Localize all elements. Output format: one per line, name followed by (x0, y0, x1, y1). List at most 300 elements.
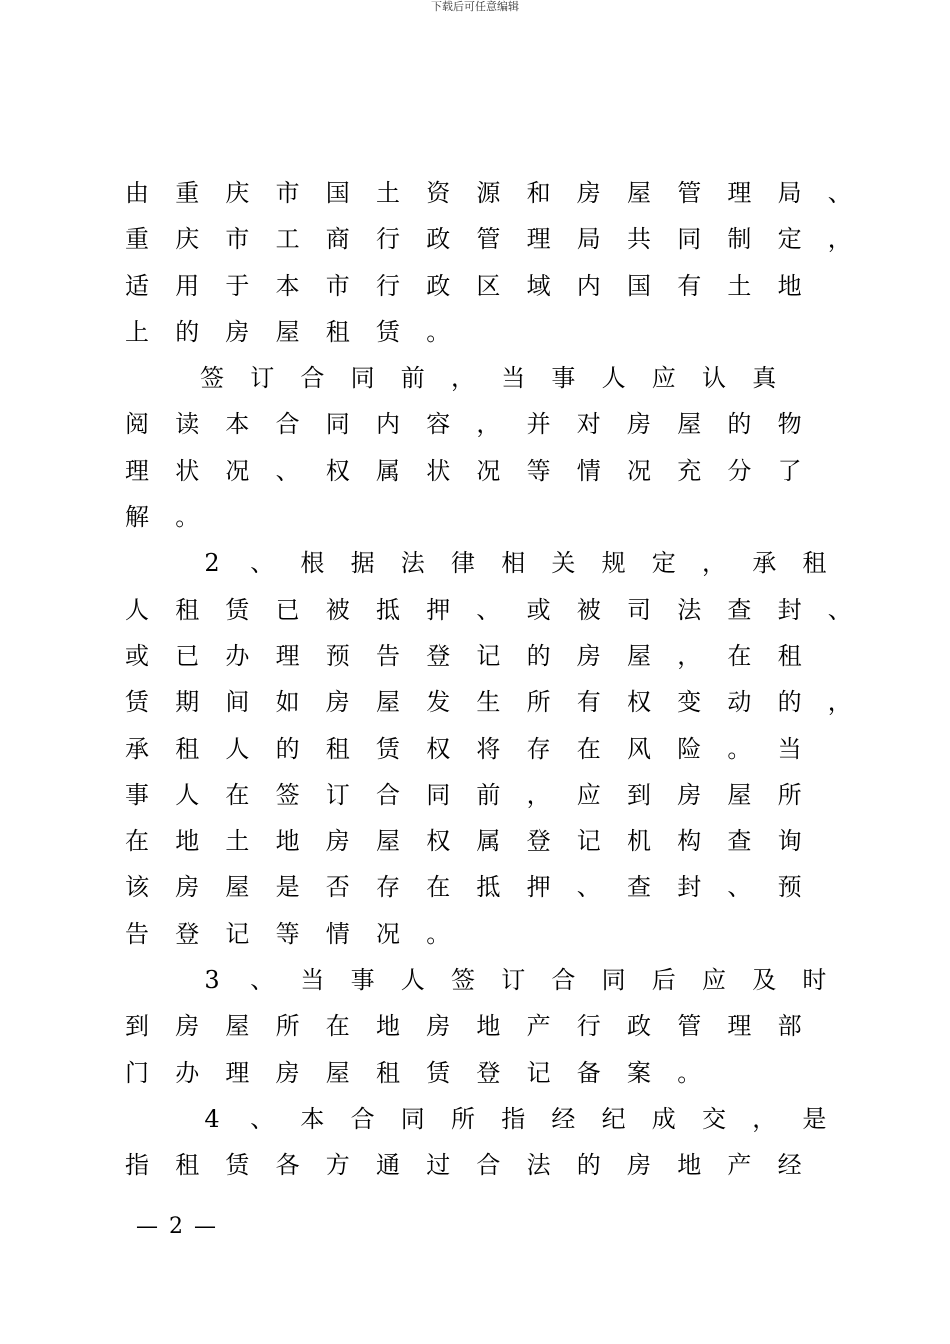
text-char: 3 (204, 966, 220, 995)
text-char: 被 (325, 595, 350, 624)
text-char: 存 (376, 873, 400, 902)
text-char: 根 (300, 549, 325, 578)
text-char: 所 (526, 688, 551, 717)
text-char: 理 (275, 641, 300, 670)
text-char: 庆 (175, 225, 200, 254)
text-char: 前 (400, 364, 425, 393)
text-char: 房 (225, 317, 250, 346)
text-char: 屋 (627, 641, 651, 670)
text-char: 同 (677, 225, 702, 254)
text-char: 于 (225, 271, 250, 300)
text-char: 理 (225, 1058, 250, 1087)
text-char: 权 (426, 734, 451, 763)
text-char: 动 (727, 688, 752, 717)
text-char: ， (752, 1104, 777, 1133)
text-char: 经 (777, 1151, 802, 1180)
text-char: ， (476, 410, 501, 439)
text-line (0, 585, 950, 631)
text-char: 内 (376, 410, 400, 439)
text-char: 阅 (125, 410, 149, 439)
text-char: 事 (125, 780, 149, 809)
text-char: 屋 (225, 1012, 250, 1041)
text-char: 赁 (225, 595, 250, 624)
text-char: 房 (426, 1012, 451, 1041)
text-char: 上 (125, 317, 149, 346)
text-char: 赁 (376, 734, 400, 763)
text-char: 签 (275, 780, 300, 809)
text-char: 同 (350, 364, 375, 393)
text-char: 政 (426, 271, 451, 300)
text-line (0, 909, 950, 955)
text-char: ， (526, 780, 551, 809)
text-char: 通 (376, 1151, 400, 1180)
text-char: 所 (777, 780, 802, 809)
text-char: 、 (576, 873, 601, 902)
text-char: 地 (777, 271, 802, 300)
text-char: 的 (727, 410, 752, 439)
text-char: 时 (802, 966, 827, 995)
text-char: ， (702, 549, 726, 578)
text-char: 门 (125, 1058, 149, 1087)
text-line (0, 399, 950, 445)
text-char: 理 (727, 1012, 752, 1041)
text-char: 合 (476, 1151, 501, 1180)
text-char: 管 (476, 225, 501, 254)
text-char: 到 (627, 780, 651, 809)
text-char: 当 (501, 364, 526, 393)
text-char: 该 (125, 873, 149, 902)
text-line (0, 1001, 950, 1047)
text-char: 已 (275, 595, 300, 624)
text-char: 法 (526, 1151, 551, 1180)
text-char: 国 (325, 179, 350, 207)
text-char: 了 (777, 456, 802, 485)
text-char: ， (827, 225, 852, 254)
text-char: 成 (651, 1104, 676, 1133)
text-char: 地 (275, 827, 300, 856)
text-char: 政 (426, 225, 451, 254)
text-char: 、 (827, 179, 852, 207)
text-char: 认 (702, 364, 726, 393)
text-char: 据 (350, 549, 375, 578)
text-char: 告 (376, 641, 400, 670)
text-char: 记 (476, 641, 501, 670)
text-char: 地 (476, 1012, 501, 1041)
text-char: 。 (426, 317, 451, 346)
text-char: 市 (275, 179, 300, 207)
text-char: 重 (175, 179, 200, 207)
text-char: 承 (752, 549, 777, 578)
text-char: 由 (125, 179, 149, 207)
text-char: 预 (325, 641, 350, 670)
text-char: 人 (400, 966, 425, 995)
text-char: 况 (627, 456, 651, 485)
text-char: 签 (451, 966, 475, 995)
text-char: 赁 (225, 1151, 250, 1180)
text-char: 房 (627, 1151, 651, 1180)
text-char: 、 (727, 873, 752, 902)
text-char: 。 (727, 734, 752, 763)
text-char: 或 (125, 641, 149, 670)
text-char: 查 (627, 873, 651, 902)
text-char: 有 (677, 271, 702, 300)
text-char: 屋 (225, 873, 250, 902)
text-char: 租 (175, 1151, 200, 1180)
text-line (0, 261, 950, 307)
text-char: 承 (125, 734, 149, 763)
text-char: 产 (727, 1151, 752, 1180)
text-char: 、 (250, 1104, 275, 1133)
text-char: 变 (677, 688, 702, 717)
text-char: 间 (225, 688, 250, 717)
text-char: 土 (225, 827, 250, 856)
text-char: 部 (777, 1012, 802, 1041)
text-char: 状 (426, 456, 451, 485)
text-char: 应 (651, 364, 676, 393)
text-char: 及 (752, 966, 777, 995)
text-line (0, 770, 950, 816)
text-char: 状 (175, 456, 200, 485)
text-char: 租 (325, 317, 350, 346)
text-char: 在 (576, 734, 601, 763)
text-char: 订 (501, 966, 526, 995)
text-char: 登 (175, 919, 200, 948)
text-char: 房 (627, 410, 651, 439)
text-char: 、 (476, 595, 501, 624)
text-char: 登 (526, 827, 551, 856)
text-char: 的 (526, 641, 551, 670)
text-char: 合 (376, 780, 400, 809)
text-char: 在 (426, 873, 451, 902)
text-char: 局 (777, 179, 802, 207)
text-char: 期 (175, 688, 200, 717)
text-char: 地 (175, 827, 200, 856)
text-char: 查 (727, 595, 752, 624)
text-char: 租 (777, 641, 802, 670)
text-char: 否 (325, 873, 350, 902)
text-char: 合 (350, 1104, 375, 1133)
text-char: 行 (376, 225, 400, 254)
text-char: 屋 (376, 827, 400, 856)
text-char: 封 (777, 595, 802, 624)
text-char: 订 (250, 364, 275, 393)
text-char: 地 (677, 1151, 702, 1180)
text-char: 机 (627, 827, 651, 856)
text-char: 司 (627, 595, 651, 624)
text-char: 屋 (627, 179, 651, 207)
text-char: 同 (325, 410, 350, 439)
text-char: 行 (376, 271, 400, 300)
text-char: 本 (300, 1104, 325, 1133)
text-char: 政 (627, 1012, 651, 1041)
text-char: 是 (275, 873, 300, 902)
text-char: 屋 (677, 410, 702, 439)
text-char: 登 (426, 641, 451, 670)
text-char: 风 (627, 734, 651, 763)
text-char: 国 (627, 271, 651, 300)
text-char: 指 (125, 1151, 149, 1180)
text-char: 资 (426, 179, 451, 207)
text-char: 读 (175, 410, 200, 439)
text-char: 用 (175, 271, 200, 300)
text-char: 押 (426, 595, 451, 624)
text-char: 经 (551, 1104, 576, 1133)
text-char: 后 (651, 966, 676, 995)
text-char: 所 (451, 1104, 475, 1133)
text-char: 在 (727, 641, 752, 670)
text-char: 租 (175, 595, 200, 624)
text-char: 土 (727, 271, 752, 300)
text-char: 、 (250, 966, 275, 995)
text-char: 房 (175, 873, 200, 902)
text-char: 、 (250, 549, 275, 578)
text-char: 管 (677, 1012, 702, 1041)
text-char: 属 (376, 456, 400, 485)
text-char: 将 (476, 734, 501, 763)
text-char: 房 (275, 1058, 300, 1087)
text-char: 赁 (426, 1058, 451, 1087)
text-line (0, 538, 950, 584)
text-char: 房 (576, 641, 601, 670)
text-char: 并 (526, 410, 551, 439)
text-char: 的 (175, 317, 200, 346)
text-char: 签 (200, 364, 224, 393)
text-char: 管 (677, 179, 702, 207)
text-char: 理 (125, 456, 149, 485)
text-char: 情 (325, 919, 350, 948)
text-char: 租 (175, 734, 200, 763)
text-char: 各 (275, 1151, 300, 1180)
text-char: 当 (300, 966, 325, 995)
text-char: 人 (601, 364, 626, 393)
text-line (0, 214, 950, 260)
text-char: 事 (350, 966, 375, 995)
text-char: 合 (275, 410, 300, 439)
text-char: 方 (325, 1151, 350, 1180)
text-char: 同 (400, 1104, 425, 1133)
text-char: 房 (576, 179, 601, 207)
text-char: 权 (627, 688, 651, 717)
text-char: 或 (526, 595, 551, 624)
text-char: 纪 (601, 1104, 626, 1133)
text-char: 产 (526, 1012, 551, 1041)
text-char: 同 (601, 966, 626, 995)
text-char: 容 (426, 410, 451, 439)
text-char: 内 (576, 271, 601, 300)
text-char: 4 (204, 1104, 220, 1133)
text-char: 2 (204, 549, 220, 578)
text-char: 房 (175, 1012, 200, 1041)
text-char: 记 (526, 1058, 551, 1087)
text-char: 封 (677, 873, 702, 902)
text-char: 房 (677, 780, 702, 809)
text-char: 情 (576, 456, 601, 485)
text-char: 本 (225, 410, 250, 439)
text-line (0, 446, 950, 492)
text-char: 局 (576, 225, 601, 254)
text-char: 案 (627, 1058, 651, 1087)
text-char: 等 (526, 456, 551, 485)
text-char: 相 (501, 549, 526, 578)
text-char: 备 (576, 1058, 601, 1087)
text-char: 应 (576, 780, 601, 809)
text-char: 制 (727, 225, 752, 254)
text-char: 。 (426, 919, 451, 948)
text-line (0, 1094, 950, 1140)
text-char: 前 (476, 780, 501, 809)
text-char: 区 (476, 271, 501, 300)
text-char: 源 (476, 179, 501, 207)
text-char: 市 (325, 271, 350, 300)
text-char: 充 (677, 456, 702, 485)
text-line (0, 492, 950, 538)
text-char: 土 (376, 179, 400, 207)
text-char: 记 (576, 827, 601, 856)
text-line (0, 677, 950, 723)
text-line (0, 631, 950, 677)
text-char: 被 (576, 595, 601, 624)
text-char: 已 (175, 641, 200, 670)
text-line (0, 1140, 950, 1186)
text-char: 抵 (376, 595, 400, 624)
text-char: 等 (275, 919, 300, 948)
text-char: 在 (125, 827, 149, 856)
text-char: 法 (677, 595, 702, 624)
text-char: 市 (225, 225, 250, 254)
text-char: 押 (526, 873, 551, 902)
text-char: 本 (275, 271, 300, 300)
text-char: 共 (627, 225, 651, 254)
document-body (0, 168, 950, 1187)
text-line (0, 816, 950, 862)
text-char: ， (677, 641, 702, 670)
text-char: 当 (777, 734, 802, 763)
text-char: 。 (677, 1058, 702, 1087)
text-char: 预 (777, 873, 802, 902)
page-number: — 2 — (136, 1214, 218, 1239)
text-char: 人 (225, 734, 250, 763)
text-line (0, 1048, 950, 1094)
text-char: 屋 (727, 780, 752, 809)
text-char: 法 (400, 549, 425, 578)
text-char: 赁 (125, 688, 149, 717)
text-line (0, 168, 950, 214)
text-char: 庆 (225, 179, 250, 207)
text-char: 行 (576, 1012, 601, 1041)
text-char: 规 (601, 549, 626, 578)
header-note: 下载后可任意编辑 (431, 0, 519, 13)
text-char: 在 (225, 780, 250, 809)
text-char: 定 (777, 225, 802, 254)
text-char: 对 (576, 410, 601, 439)
text-char: 登 (476, 1058, 501, 1087)
text-char: 到 (125, 1012, 149, 1041)
text-char: 查 (727, 827, 752, 856)
text-char: 的 (576, 1151, 601, 1180)
text-char: 赁 (376, 317, 400, 346)
text-char: 权 (426, 827, 451, 856)
text-char: 的 (777, 688, 802, 717)
text-char: 的 (275, 734, 300, 763)
text-char: 办 (175, 1058, 200, 1087)
text-char: 交 (702, 1104, 726, 1133)
text-char: 租 (376, 1058, 400, 1087)
text-char: 屋 (275, 317, 300, 346)
text-char: 地 (376, 1012, 400, 1041)
text-char: 、 (275, 456, 300, 485)
text-char: 在 (325, 1012, 350, 1041)
text-char: 租 (325, 734, 350, 763)
text-char: 租 (802, 549, 827, 578)
text-char: 工 (275, 225, 300, 254)
text-char: 况 (476, 456, 501, 485)
text-char: 房 (325, 688, 350, 717)
text-char: 应 (702, 966, 726, 995)
text-char: 定 (651, 549, 676, 578)
text-char: 权 (325, 456, 350, 485)
text-char: 订 (325, 780, 350, 809)
text-char: 告 (125, 919, 149, 948)
text-char: 是 (802, 1104, 827, 1133)
text-char: 分 (727, 456, 752, 485)
text-char: 人 (175, 780, 200, 809)
text-char: 和 (526, 179, 551, 207)
text-char: 理 (727, 179, 752, 207)
text-char: 询 (777, 827, 802, 856)
text-char: 所 (275, 1012, 300, 1041)
text-char: ， (827, 688, 852, 717)
text-line (0, 724, 950, 770)
text-char: 办 (225, 641, 250, 670)
text-char: 如 (275, 688, 300, 717)
text-char: 重 (125, 225, 149, 254)
text-char: 适 (125, 271, 149, 300)
text-char: 记 (225, 919, 250, 948)
text-char: 属 (476, 827, 501, 856)
text-char: 房 (325, 827, 350, 856)
text-char: 况 (225, 456, 250, 485)
text-char: 构 (677, 827, 702, 856)
text-char: 真 (752, 364, 777, 393)
text-char: 有 (576, 688, 601, 717)
text-line (0, 955, 950, 1001)
text-char: 事 (551, 364, 576, 393)
text-char: 屋 (325, 1058, 350, 1087)
text-char: 关 (551, 549, 576, 578)
text-char: 理 (526, 225, 551, 254)
text-char: 屋 (376, 688, 400, 717)
text-char: 存 (526, 734, 551, 763)
text-char: 解 (125, 503, 149, 532)
text-char: 险 (677, 734, 702, 763)
text-char: 过 (426, 1151, 451, 1180)
text-char: 商 (325, 225, 350, 254)
text-char: 、 (827, 595, 852, 624)
text-char: 人 (125, 595, 149, 624)
text-line (0, 307, 950, 353)
text-char: 指 (501, 1104, 526, 1133)
text-char: 同 (426, 780, 451, 809)
text-char: 发 (426, 688, 451, 717)
text-char: 合 (551, 966, 576, 995)
text-char: 物 (777, 410, 802, 439)
text-char: 况 (376, 919, 400, 948)
text-line (0, 353, 950, 399)
text-char: 抵 (476, 873, 501, 902)
text-line (0, 862, 950, 908)
text-char: 合 (300, 364, 325, 393)
text-char: 域 (526, 271, 551, 300)
